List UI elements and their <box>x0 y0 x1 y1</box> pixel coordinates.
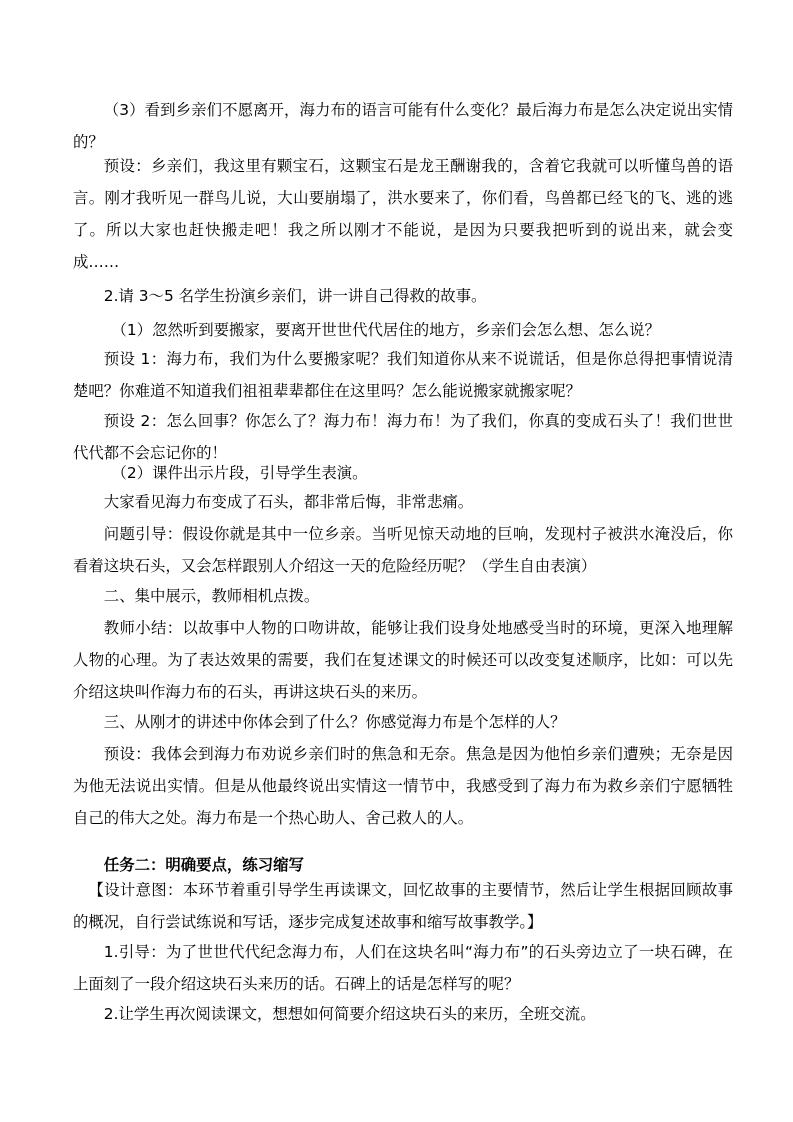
paragraph-section-3: 三、从刚才的讲述中你体会到了什么？你感觉海力布是个怎样的人？ <box>103 713 566 731</box>
paragraph-sub-question-2: （2）课件出示片段，引导学生表演。 <box>111 464 368 482</box>
paragraph-section-2: 二、集中展示，教师相机点拨。 <box>103 587 320 605</box>
paragraph-question-guide: 问题引导：假设你就是其中一位乡亲。当听见惊天动地的巨响，发现村子被洪水淹没后，你看着这块石头，又会怎样跟别人介绍这一天的危险经历呢？（学生自由表演） <box>73 525 733 575</box>
paragraph-teacher-summary: 教师小结：以故事中人物的口吻讲故，能够让我们设身处地感受当时的环境，更深入地理解人物的心理。为了表达效果的需要，我们在复述课文的时候还可以改变复述顺序，比如：可以先介绍这块叫作海力布的石头，再讲这块石头的来历。 <box>73 619 733 701</box>
paragraph-preset-2: 预设 2：怎么回事？你怎么了？海力布！海力布！为了我们，你真的变成石头了！我们世世代代都不会忘记你的！ <box>73 412 733 462</box>
paragraph-design-intent: 【设计意图：本环节着重引导学生再读课文，回忆故事的主要情节，然后让学生根据回顾故事的概况，自行尝试练说和写话，逐步完成复述故事和缩写故事教学。】 <box>73 881 733 931</box>
paragraph-step-2: 2.请 3～5 名学生扮演乡亲们，讲一讲自己得救的故事。 <box>103 287 487 305</box>
paragraph-question-3: （3）看到乡亲们不愿离开，海力布的语言可能有什么变化？最后海力布是怎么决定说出实情的？ <box>73 101 733 151</box>
task-2-heading: 任务二：明确要点，练习缩写 <box>103 856 304 874</box>
paragraph-preset-1: 预设 1：海力布，我们为什么要搬家呢？我们知道你从来不说谎话，但是你总得把事情说清楚吧？你难道不知道我们祖祖辈辈都住在这里吗？怎么能说搬家就搬家呢？ <box>73 350 733 400</box>
paragraph-sub-question-1: （1）忽然听到要搬家，要离开世世代代居住的地方，乡亲们会怎么想、怎么说？ <box>111 321 660 339</box>
paragraph-step-2-read: 2.让学生再次阅读课文，想想如何简要介绍这块石头的来历，全班交流。 <box>103 1005 596 1023</box>
paragraph-preset-feeling: 预设：我体会到海力布劝说乡亲们时的焦急和无奈。焦急是因为他怕乡亲们遭殃；无奈是因为他无法说出实情。但是从他最终说出实情这一情节中，我感受到了海力布为救乡亲们宁愿牺牲自己的伟大之处。海力布是一个热心助人、舍己救人的人。 <box>73 745 733 827</box>
paragraph-regret: 大家看见海力布变成了石头，都非常后悔，非常悲痛。 <box>103 493 474 511</box>
paragraph-preset-answer: 预设：乡亲们，我这里有颗宝石，这颗宝石是龙王酬谢我的，含着它我就可以听懂鸟兽的语言。刚才我听见一群鸟儿说，大山要崩塌了，洪水要来了，你们看，鸟兽都已经飞的飞、逃的逃了。所以大家也赶快搬走吧！我之所以刚才不能说，是因为只要我把听到的说出来，就会变成…… <box>73 157 733 271</box>
paragraph-guide-1: 1.引导：为了世世代代纪念海力布，人们在这块名叫“海力布”的石头旁边立了一块石碑，在上面刻了一段介绍这块石头来历的话。石碑上的话是怎样写的呢？ <box>73 943 733 993</box>
